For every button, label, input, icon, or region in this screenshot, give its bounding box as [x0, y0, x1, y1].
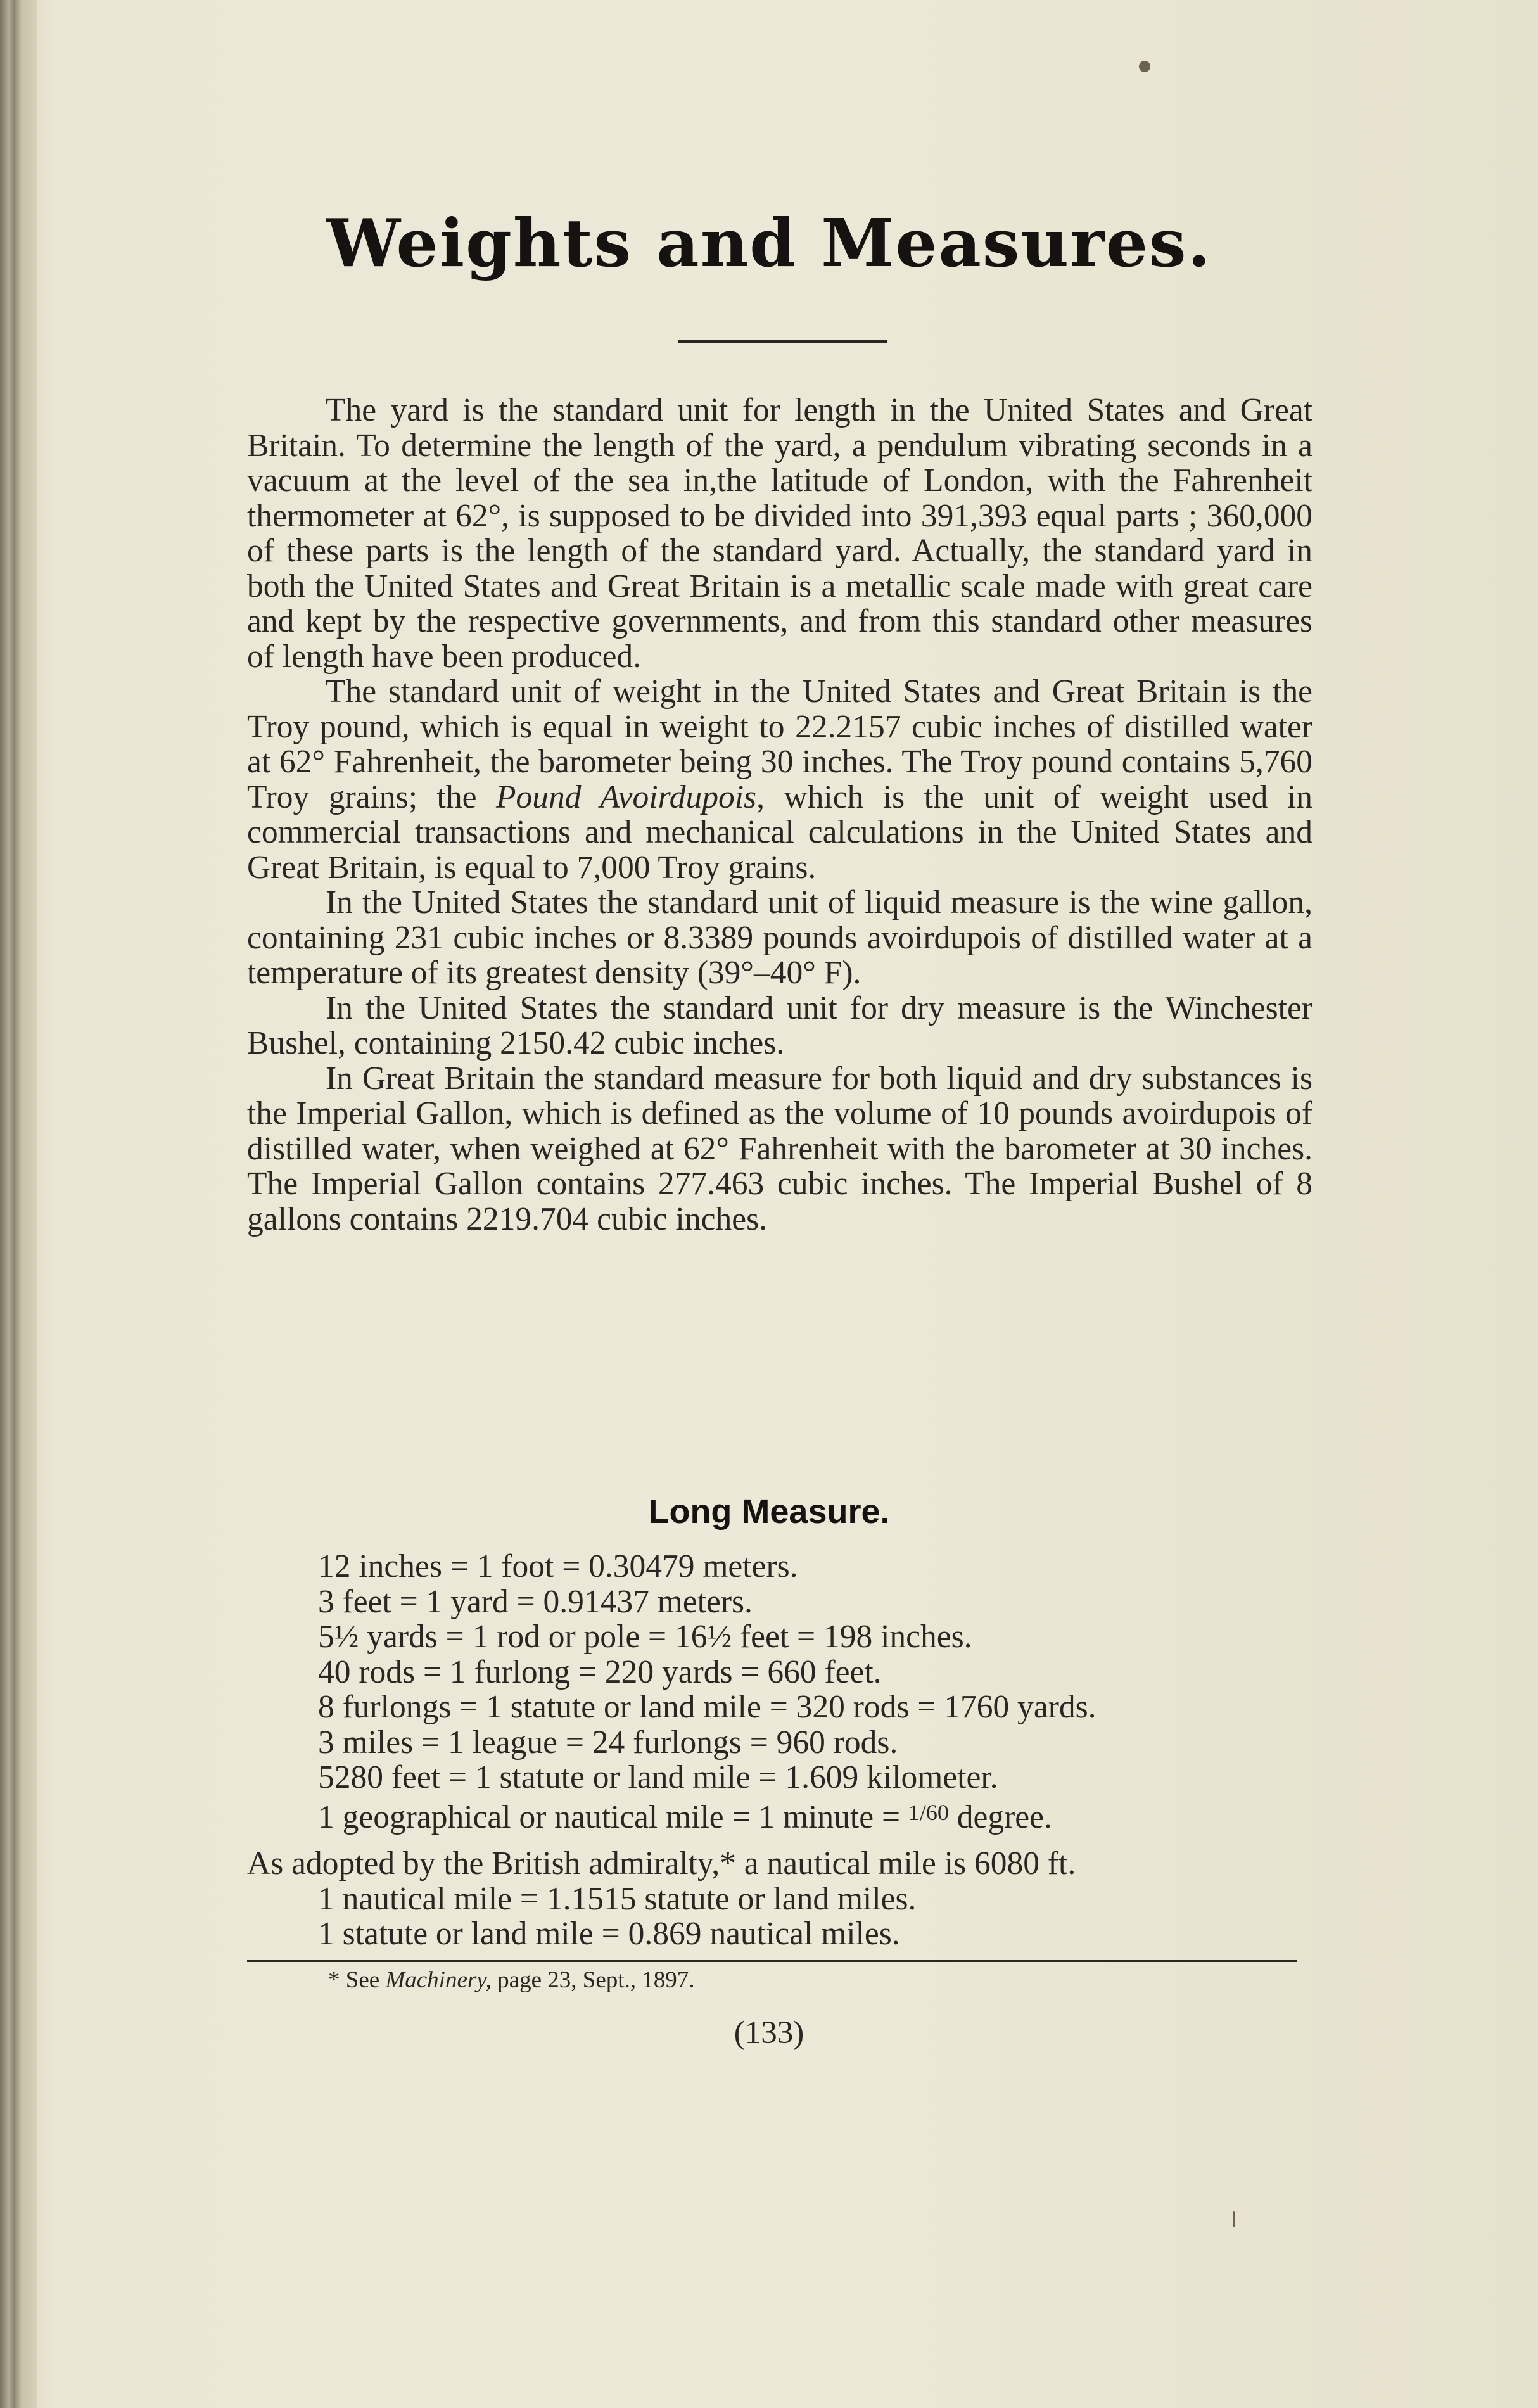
footnote — [328, 1966, 695, 1994]
measure-line: 12 inches = 1 foot = 0.30479 meters. — [318, 1548, 798, 1584]
measure-line: 3 miles = 1 league = 24 furlongs = 960 rods. — [318, 1724, 898, 1761]
page-title: Weights and Measures. — [326, 204, 1212, 282]
paper-speck — [1139, 61, 1150, 72]
paragraph-weight-text-1: The standard unit of weight in the United States and Great Britain is the Troy pound, which is equal in weight to 22.2157 cubic inches of distilled water at 62° Fahrenheit, the barometer being 30 inches. The Troy pound contains 5,760 Troy grains; the — [247, 673, 1312, 815]
paragraph-yard: The yard is the standard unit for length in the United States and Great Britain. To determine the length of the yard, a pendulum vibrating seconds in a vacuum at the level of the sea in,the latitude of London, with the Fahrenheit thermometer at 62°, is supposed to be divided into 391,393 equal parts ; 360,000 of these parts is the length of the standard yard. Actually, the standard yard in both the United States and Great Britain is a metallic scale made with great care and kept by the respective governments, and from this standard other measures of length have been produced. — [247, 392, 1312, 675]
section-heading-long-measure: Long Measure. — [648, 1493, 890, 1531]
paragraph-liquid-measure: In the United States the standard unit of liquid measure is the wine gallon, containing 231 cubic inches or 8.3389 pounds avoirdupois of distilled water at a temperature of its greatest density (39°–40° F). — [247, 884, 1312, 991]
paragraph-imperial: In Great Britain the standard measure for both liquid and dry substances is the Imperial Gallon, which is defined as the volume of 10 pounds avoirdupois of distilled water, when weighed at 62° Fahrenheit with the barometer at 30 inches. The Imperial Gallon contains 277.463 cubic inches. The Imperial Bushel of 8 gallons contains 2219.704 cubic inches. — [247, 1060, 1312, 1237]
body-text — [247, 393, 1312, 1237]
paragraph-weight — [247, 674, 1312, 885]
nautical-text-1: 1 geographical or nautical mile = 1 minute = — [318, 1799, 908, 1835]
page-number: (133) — [734, 2015, 804, 2051]
measure-line-nautical — [247, 1795, 1312, 1835]
nautical-text-2: degree. — [948, 1799, 1052, 1835]
conversion-line: 1 statute or land mile = 0.869 nautical miles. — [318, 1916, 900, 1952]
fraction-one-sixtieth: 1/60 — [908, 1799, 949, 1825]
admiralty-line: As adopted by the British admiralty,* a nautical mile is 6080 ft. — [247, 1845, 1076, 1882]
long-measure-table — [247, 1549, 1312, 1952]
footnote-text-1: * See — [328, 1967, 386, 1993]
measure-line: 40 rods = 1 furlong = 220 yards = 660 feet. — [318, 1653, 882, 1690]
measure-line: 3 feet = 1 yard = 0.91437 meters. — [318, 1583, 753, 1620]
paragraph-dry-measure: In the United States the standard unit for dry measure is the Winchester Bushel, containing 2150.42 cubic inches. — [247, 990, 1312, 1061]
measure-line: 5½ yards = 1 rod or pole = 16½ feet = 198 inches. — [318, 1619, 972, 1655]
footnote-divider — [247, 1960, 1297, 1962]
paper-speck — [1233, 2211, 1235, 2227]
title-divider — [678, 340, 887, 343]
conversion-line: 1 nautical mile = 1.1515 statute or land miles. — [318, 1880, 917, 1917]
measure-line: 5280 feet = 1 statute or land mile = 1.609 kilometer. — [318, 1759, 998, 1795]
paragraph-weight-text-2: , which is the unit of weight used in commercial transactions and mechanical calculations in the United States and Great Britain, is equal to 7,000 Troy grains. — [247, 779, 1312, 886]
footnote-text-2: page 23, Sept., 1897. — [491, 1967, 695, 1993]
measure-line: 8 furlongs = 1 statute or land mile = 320 rods = 1760 yards. — [318, 1689, 1096, 1725]
footnote-source: Machinery, — [385, 1967, 492, 1993]
pound-avoirdupois-term: Pound Avoirdupois — [495, 779, 757, 815]
